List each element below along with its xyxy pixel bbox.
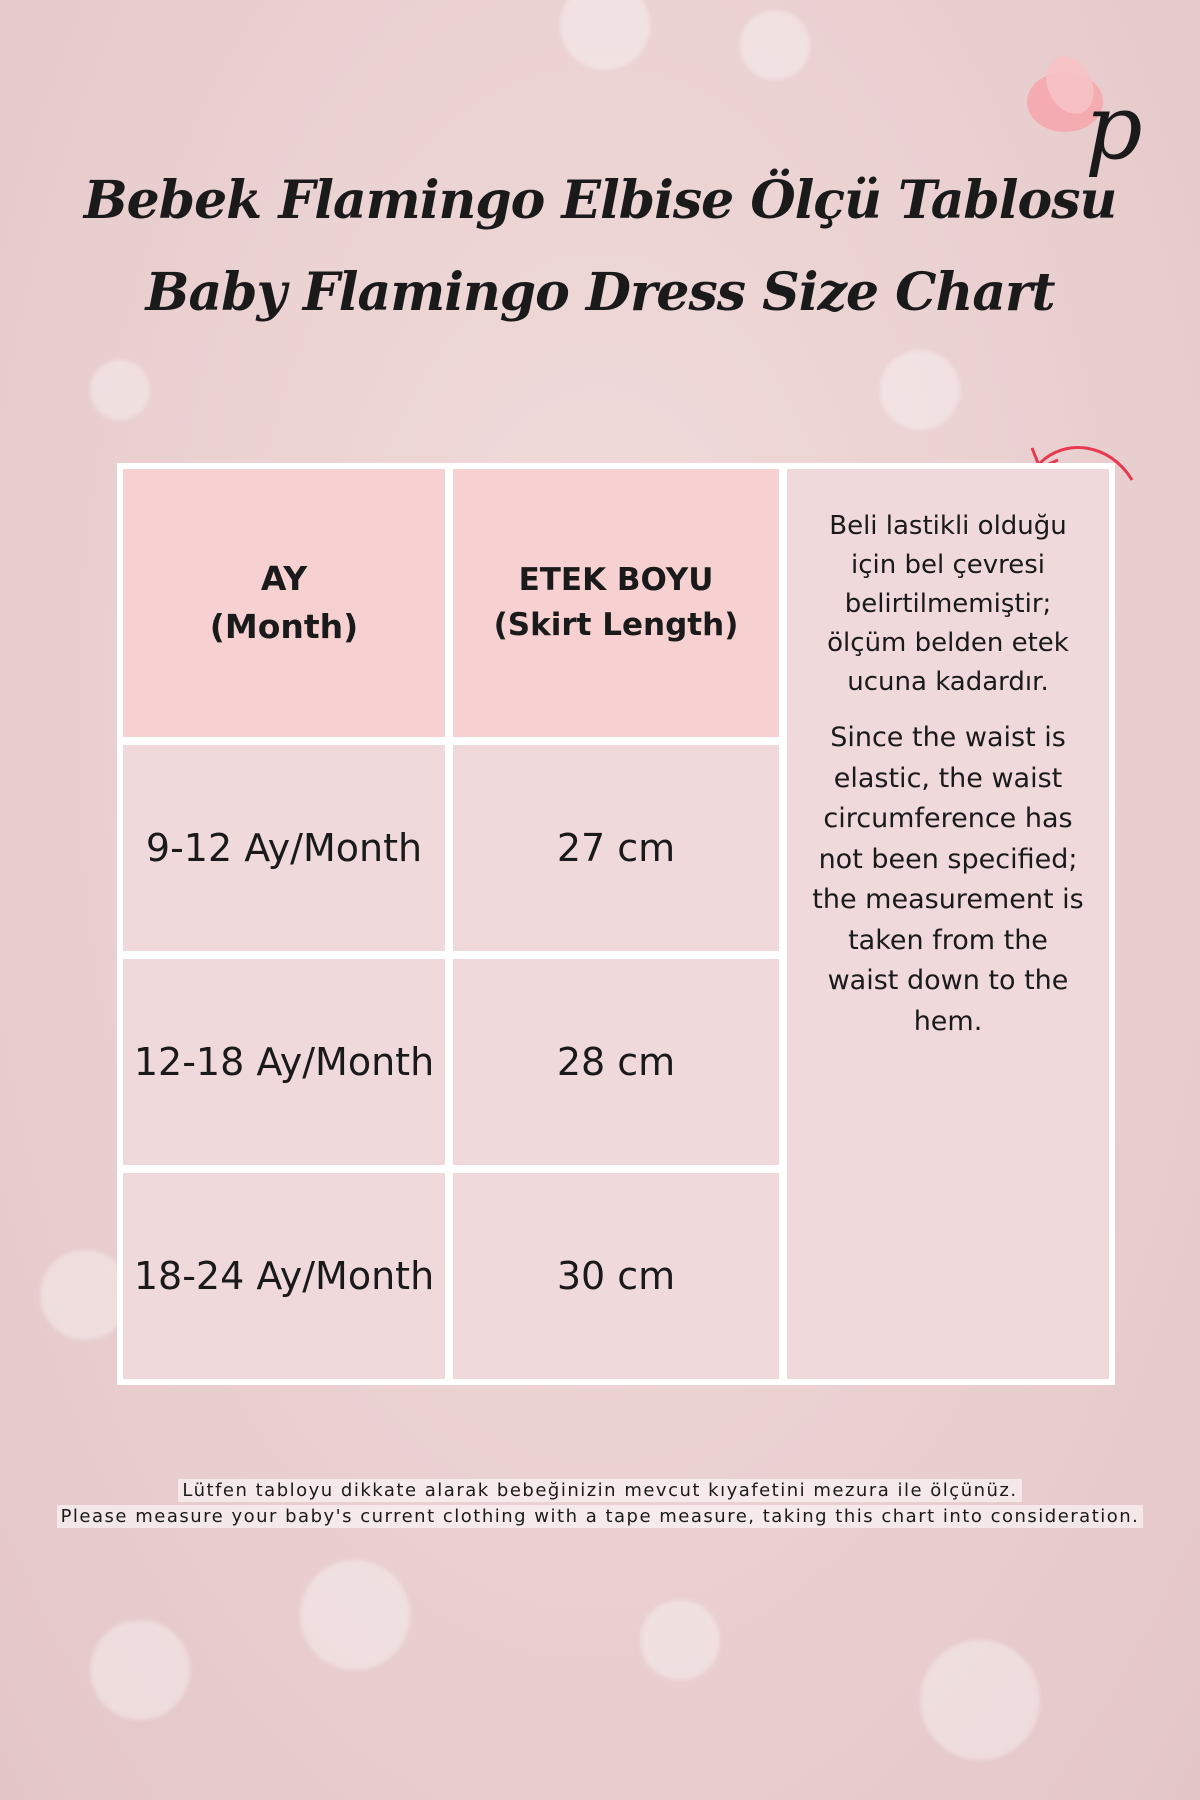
title-english: Baby Flamingo Dress Size Chart xyxy=(145,262,1055,323)
table-row-length: 30 cm xyxy=(453,1173,779,1379)
table-row-age: 9-12 Ay/Month xyxy=(123,745,445,951)
bokeh-decoration xyxy=(740,10,810,80)
header-month-line2: (Month) xyxy=(209,607,359,646)
table-row-length: 28 cm xyxy=(453,959,779,1165)
bokeh-decoration xyxy=(880,350,960,430)
bokeh-decoration xyxy=(300,1560,410,1670)
header-skirt-line2: (Skirt Length) xyxy=(493,607,739,643)
note-cell xyxy=(787,469,1109,1379)
note-turkish: Beli lastikli olduğu için bel çevresi belirtilmemiştir; ölçüm belden etek ucuna kadardır. xyxy=(827,511,1069,697)
bokeh-decoration xyxy=(560,0,650,70)
bokeh-decoration xyxy=(90,360,150,420)
bokeh-decoration xyxy=(640,1600,720,1680)
bokeh-decoration xyxy=(90,1620,190,1720)
header-month xyxy=(123,469,445,737)
table-row-age: 12-18 Ay/Month xyxy=(123,959,445,1165)
footer-turkish-text: Lütfen tabloyu dikkate alarak bebeğinizin mevcut kıyafetini mezura ile ölçünüz. xyxy=(178,1479,1021,1502)
footer-turkish xyxy=(0,1480,1200,1501)
note-english: Since the waist is elastic, the waist circumference has not been specified; the measurement is taken from the waist down to the hem. xyxy=(812,722,1084,1037)
logo-letter: p xyxy=(1085,75,1143,180)
table-row-length: 27 cm xyxy=(453,745,779,951)
header-skirt-length xyxy=(453,469,779,737)
title-turkish: Bebek Flamingo Elbise Ölçü Tablosu xyxy=(83,170,1117,231)
header-skirt-line1: ETEK BOYU xyxy=(518,562,714,599)
footer-english-text: Please measure your baby's current clothing with a tape measure, taking this chart into consideration. xyxy=(57,1505,1144,1528)
brand-logo xyxy=(995,40,1155,190)
bokeh-decoration xyxy=(920,1640,1040,1760)
header-month-line1: AY xyxy=(260,559,308,599)
footer-english xyxy=(0,1506,1200,1527)
size-chart-table xyxy=(117,463,1115,1385)
table-row-age: 18-24 Ay/Month xyxy=(123,1173,445,1379)
